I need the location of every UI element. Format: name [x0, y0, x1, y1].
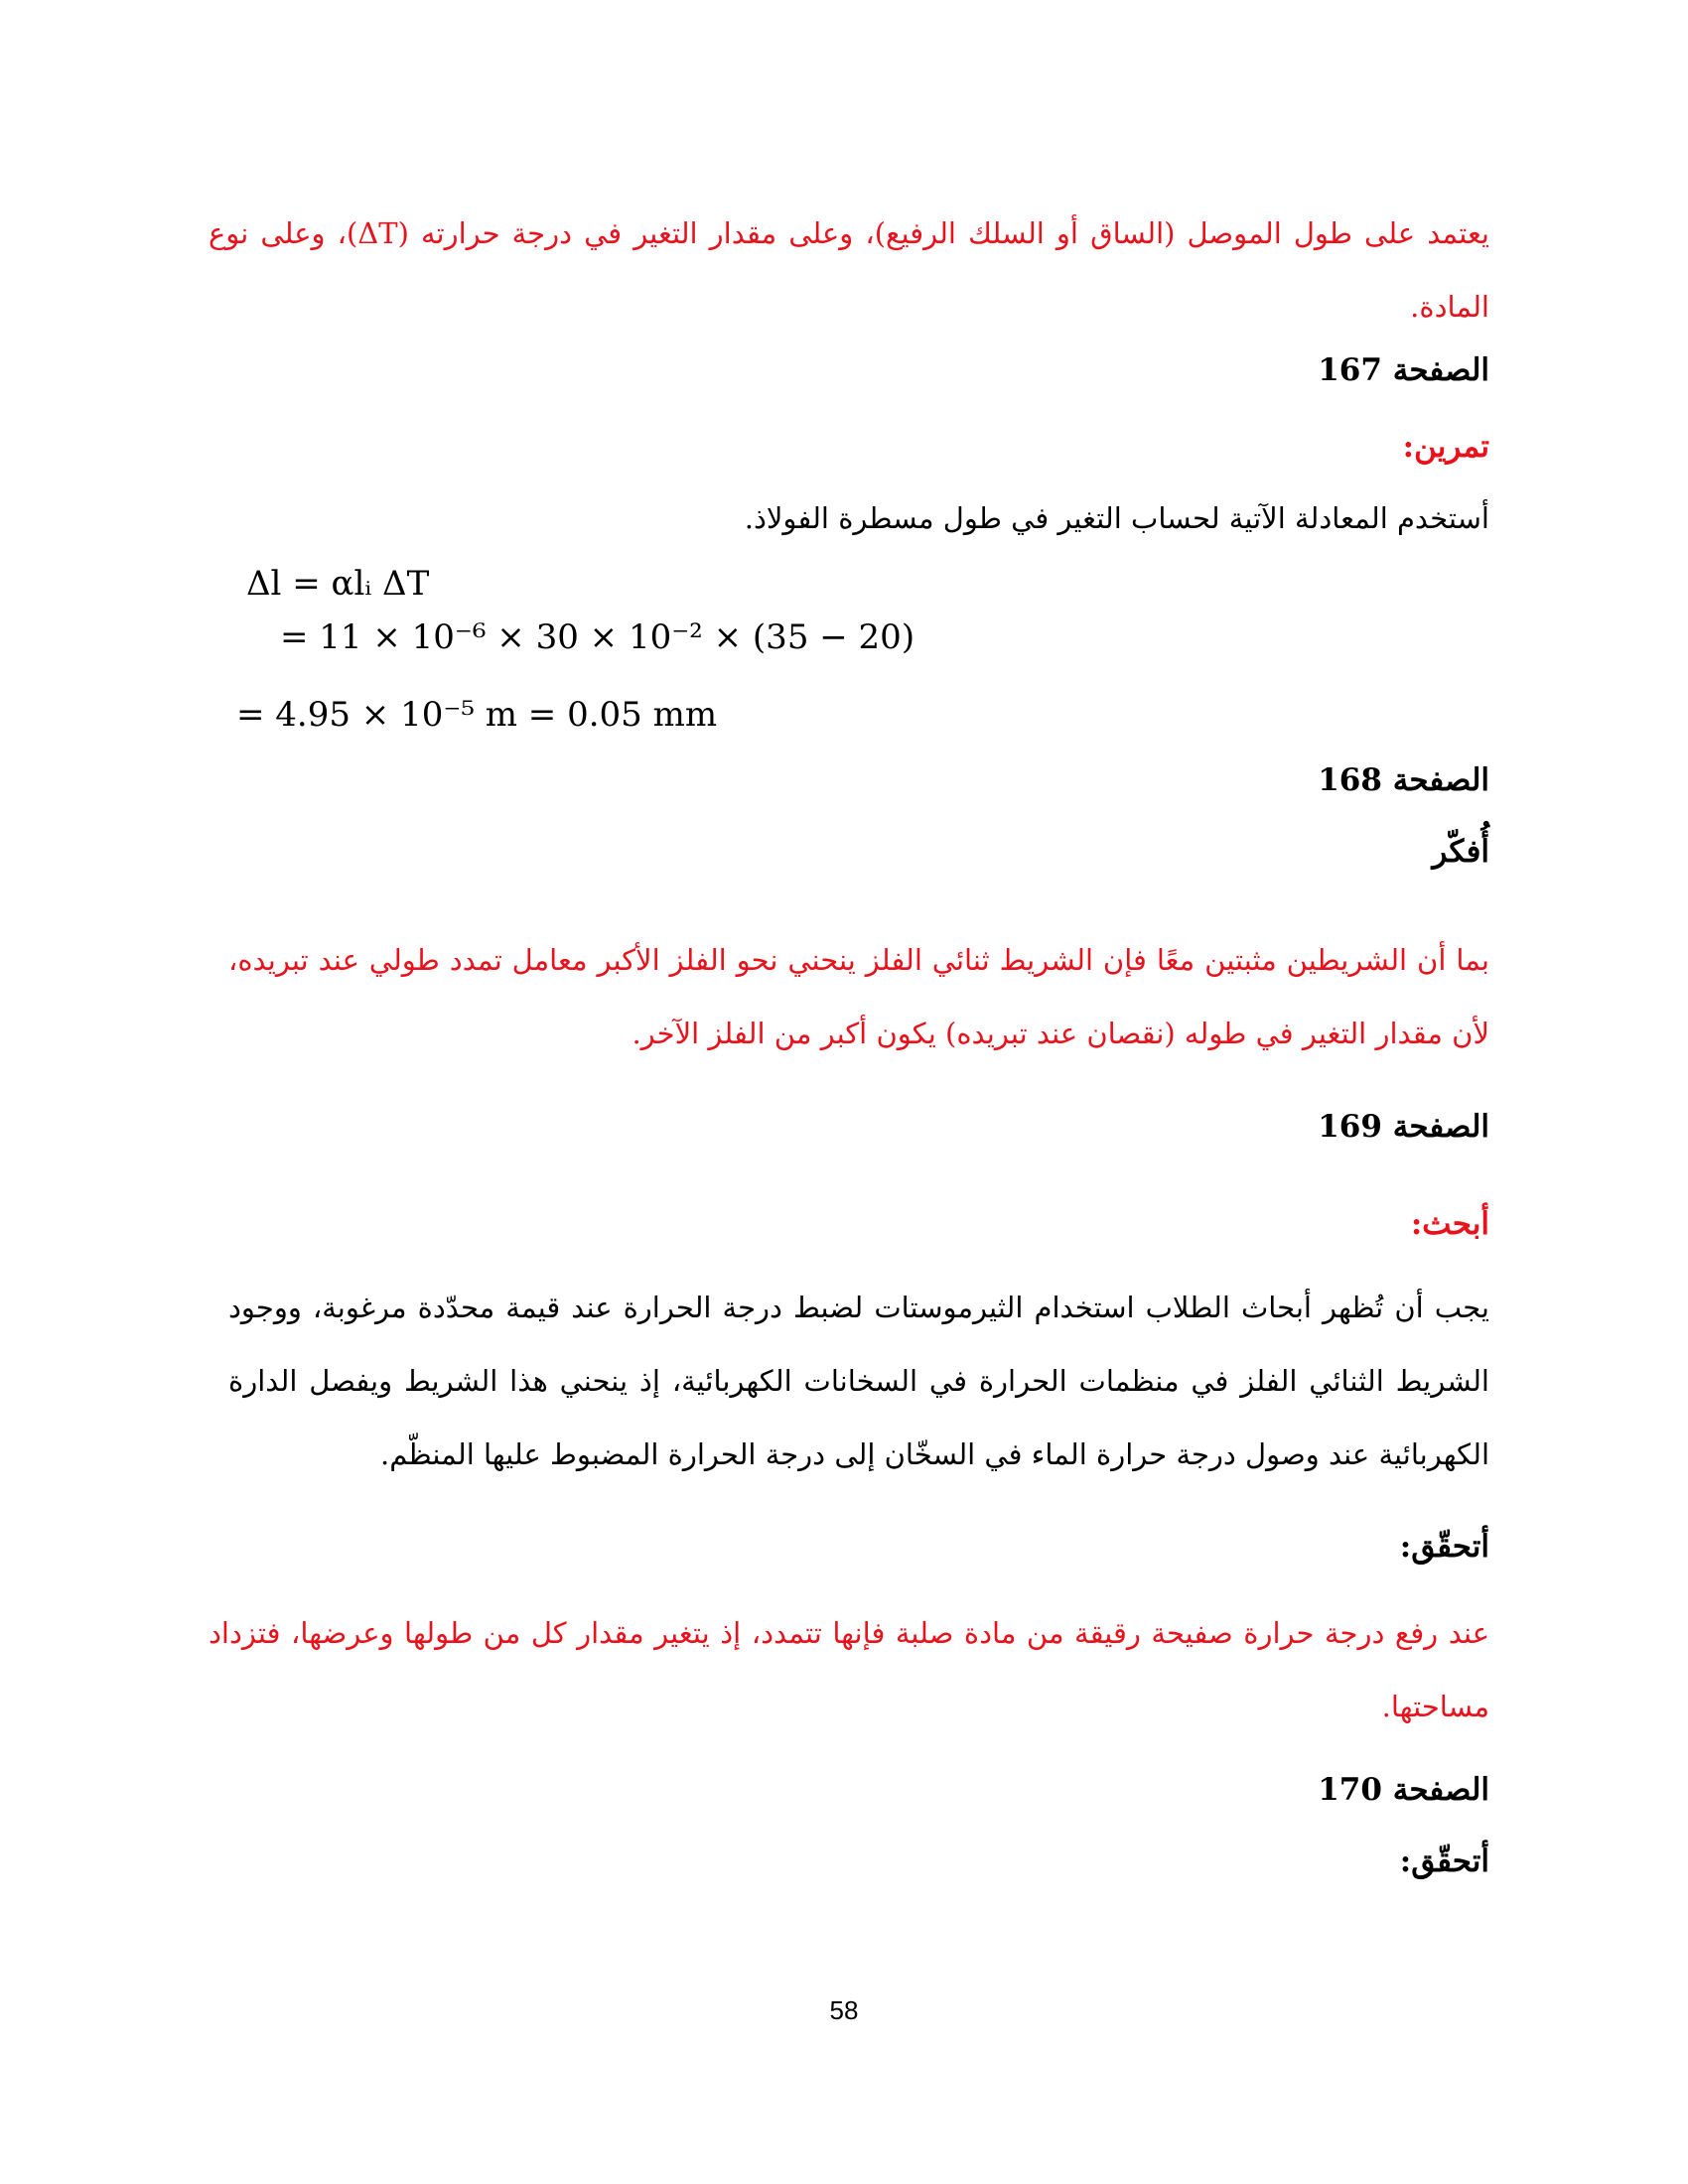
research-paragraph: يجب أن تُظهر أبحاث الطلاب استخدام الثيرموستات لضبط درجة الحرارة عند قيمة محدّدة مرغوبة، ووجود الشريط الثنائي الفلز في منظمات الحرارة في السخانات الكهربائية، إذ ينحني هذا الشريط ويفصل الدارة الكهربائية عند وصول درجة حرارة الماء في السخّان إلى درجة الحرارة المضبوط عليها المنظّم. — [228, 1291, 1489, 1471]
verify-label-2: أتحقّق: — [1399, 1843, 1489, 1879]
section-heading-169: الصفحة 169 — [1318, 1109, 1489, 1145]
exercise-instruction: أستخدم المعادلة الآتية لحساب التغير في طول مسطرة الفولاذ. — [744, 501, 1489, 535]
equation-line-1: Δl = αlᵢ ΔT — [246, 564, 430, 604]
verify-paragraph: عند رفع درجة حرارة صفيحة رقيقة من مادة صلبة فإنها تتمدد، إذ يتغير مقدار كل من طولها وعرضها، فتزداد مساحتها. — [209, 1616, 1489, 1723]
intro-paragraph: يعتمد على طول الموصل (الساق أو السلك الرفيع)، وعلى مقدار التغير في درجة حرارته (ΔT)، وعلى نوع المادة. — [209, 216, 1490, 324]
equation-line-2: = 11 × 10⁻⁶ × 30 × 10⁻² × (35 − 20) — [280, 617, 915, 657]
page-number: 58 — [829, 1995, 859, 2025]
section-heading-167: الصفحة 167 — [1318, 352, 1489, 388]
section-heading-168: الصفحة 168 — [1318, 762, 1489, 798]
think-label: أُفكّر — [1432, 834, 1489, 870]
exercise-label: تمرين: — [1402, 429, 1489, 465]
think-paragraph: بما أن الشريطين مثبتين معًا فإن الشريط ثنائي الفلز ينحني نحو الفلز الأكبر معامل تمدد طولي عند تبريده، لأن مقدار التغير في طوله (نقصان عند تبريده) يكون أكبر من الفلز الآخر. — [228, 943, 1489, 1050]
section-heading-170: الصفحة 170 — [1318, 1772, 1489, 1808]
equation-line-3: = 4.95 × 10⁻⁵ m = 0.05 mm — [236, 695, 718, 735]
research-label: أبحث: — [1410, 1206, 1489, 1242]
verify-label-1: أتحقّق: — [1399, 1529, 1489, 1565]
